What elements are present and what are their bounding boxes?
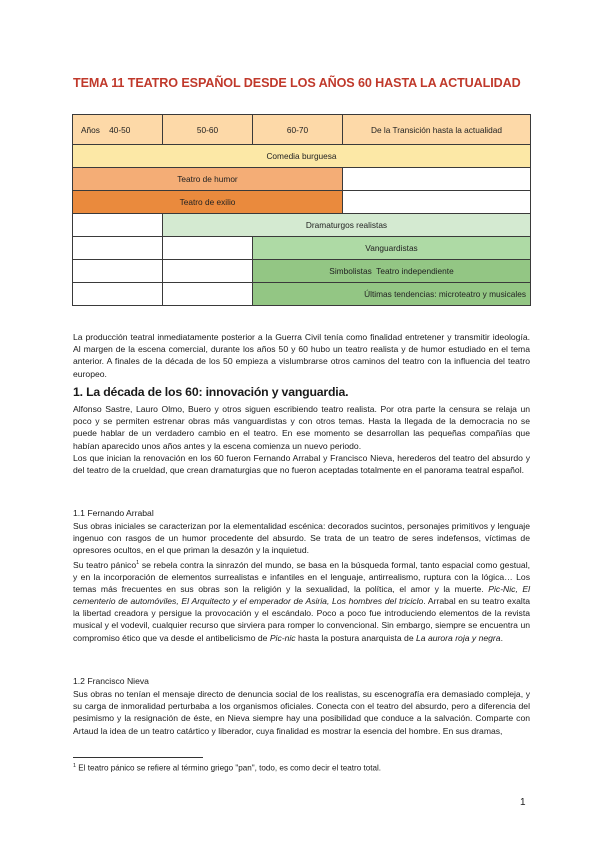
table-row <box>73 260 531 283</box>
header-transicion: De la Transición hasta la actualidad <box>343 115 531 145</box>
section-1-paragraph-1: Alfonso Sastre, Lauro Olmo, Buero y otros siguen escribiendo teatro realista. Por otra parte la censura se relaja un poco y se permiten estrenar obras más vanguardistas y con otros temas. Hasta la llegada de la democracia no se puede hablar de un verdadero cambio en el teatro. En ese momento se desarrollan las pequeñas compañías que habían aparecido unos años antes y la escena comienza un nuevo periodo. <box>73 404 530 451</box>
table-row <box>73 214 531 237</box>
works-list: Pic-Nic, El cementerio de automóviles, El Arquitecto y el emperador de Asiria, Los hombres del triciclo <box>73 583 530 607</box>
cell-empty <box>73 283 163 306</box>
section-1-body <box>73 403 530 476</box>
text-span: Su teatro pánico <box>73 559 137 570</box>
intro-text: La producción teatral inmediatamente posterior a la Guerra Civil tenía como finalidad entretener y transmitir ideología. Al margen de la escena comercial, durante los años 50 y 60 hubo un teatro realista y de humor estudiado en el tema anterior. A finales de la década de los 50 empieza a vislumbrarse otros caminos del teatro con la influencia del teatro europeo. <box>73 332 530 379</box>
section-1-paragraph-2: Los que inician la renovación en los 60 fueron Fernando Arrabal y Francisco Nieva, herederos del teatro del absurdo y del teatro de la crueldad, que crean dramaturgias que no fueron aceptadas totalmente en el panorama teatral español. <box>73 452 530 476</box>
cell-empty <box>163 283 253 306</box>
table-row <box>73 237 531 260</box>
section-1-1-heading: 1.1 Fernando Arrabal <box>73 508 154 518</box>
cell-simbolistas: Simbolistas Teatro independiente <box>253 260 531 283</box>
footnote-marker: 1 <box>73 763 77 769</box>
cell-comedia-burguesa: Comedia burguesa <box>73 145 531 168</box>
work-title: Pic-nic <box>269 632 296 643</box>
section-1-heading: 1. La década de los 60: innovación y vanguardia. <box>73 385 349 399</box>
table-row <box>73 283 531 306</box>
cell-teatro-exilio: Teatro de exilio <box>73 191 343 214</box>
cell-empty <box>163 237 253 260</box>
text-span: . <box>500 632 503 643</box>
section-1-2-heading: 1.2 Francisco Nieva <box>73 676 149 686</box>
page-number: 1 <box>520 797 526 808</box>
timeline-table <box>72 114 531 306</box>
intro-paragraph <box>73 331 530 380</box>
arrabal-paragraph-2 <box>73 557 530 644</box>
cell-empty <box>163 260 253 283</box>
header-years: Años 40-50 <box>73 115 163 145</box>
header-50-60: 50-60 <box>163 115 253 145</box>
cell-empty <box>343 168 531 191</box>
cell-dramaturgos-realistas: Dramaturgos realistas <box>163 214 531 237</box>
cell-empty <box>73 260 163 283</box>
footnote <box>73 763 530 773</box>
footnote-text: El teatro pánico se refiere al término griego "pan", todo, es como decir el teatro total. <box>76 763 381 773</box>
cell-empty <box>343 191 531 214</box>
table-header-row <box>73 115 531 145</box>
section-1-2-body <box>73 688 530 737</box>
cell-empty <box>73 237 163 260</box>
section-1-1-body <box>73 520 530 644</box>
arrabal-paragraph-1: Sus obras iniciales se caracterizan por la elementalidad escénica: decorados sucintos, personajes primitivos y lenguaje ingenuo con rasgos de un humor procedente del absurdo. Se trata de un teatro de seres indefensos, víctimas de opresores ocultos, en el que priman la desazón y la inquietud. <box>73 521 530 556</box>
cell-teatro-humor: Teatro de humor <box>73 168 343 191</box>
cell-vanguardistas: Vanguardistas <box>253 237 531 260</box>
text-span: hasta la postura anarquista de <box>295 632 417 643</box>
cell-ultimas-tendencias: Últimas tendencias: microteatro y musicales <box>253 283 531 306</box>
cell-empty <box>73 214 163 237</box>
footnote-divider <box>73 757 203 758</box>
table-row <box>73 145 531 168</box>
text-span: . Arrabal en su teatro exalta la libertad creadora y persigue la provocación y el escándalo. Poco a poco fue introduciendo elementos de la revista musical y el vodevil, cualquier recurso que sirviera para romper lo convencional. Sin embargo, siempre se encuentra un compromiso ético que va desde el antibelicismo de <box>73 596 530 643</box>
table-row <box>73 168 531 191</box>
document-title: TEMA 11 TEATRO ESPAÑOL DESDE LOS AÑOS 60 HASTA LA ACTUALIDAD <box>73 76 521 90</box>
footnote-ref: 1 <box>136 559 140 566</box>
text-span: se rebela contra la sinrazón del mundo, se basa en la búsqueda formal, tanto espacial como gestual, y en la incorporación de elementos surrealistas e infantiles en el lenguaje, antirrealismo, ruptura con la lógica… Los temas más frecuentes en sus obras son la religión y la sexualidad, la política, el amor y la muerte. <box>73 559 530 594</box>
nieva-paragraph-1: Sus obras no tenían el mensaje directo de denuncia social de los realistas, su escenografía era demasiado compleja, y su carga de inmoralidad perturbaba a los organismos oficiales. Conecta con el teatro del absurdo, pero a diferencia del pesimismo y la resignación de éste, en Nieva siempre hay una posibilidad que conduce a la salvación. Comparte con Artaud la idea de un teatro catártico y liberador, cuya finalidad es mostrar la esencia del hombre. En sus dramas, <box>73 689 530 736</box>
table-row <box>73 191 531 214</box>
header-60-70: 60-70 <box>253 115 343 145</box>
work-title: La aurora roja y negra <box>416 632 501 643</box>
